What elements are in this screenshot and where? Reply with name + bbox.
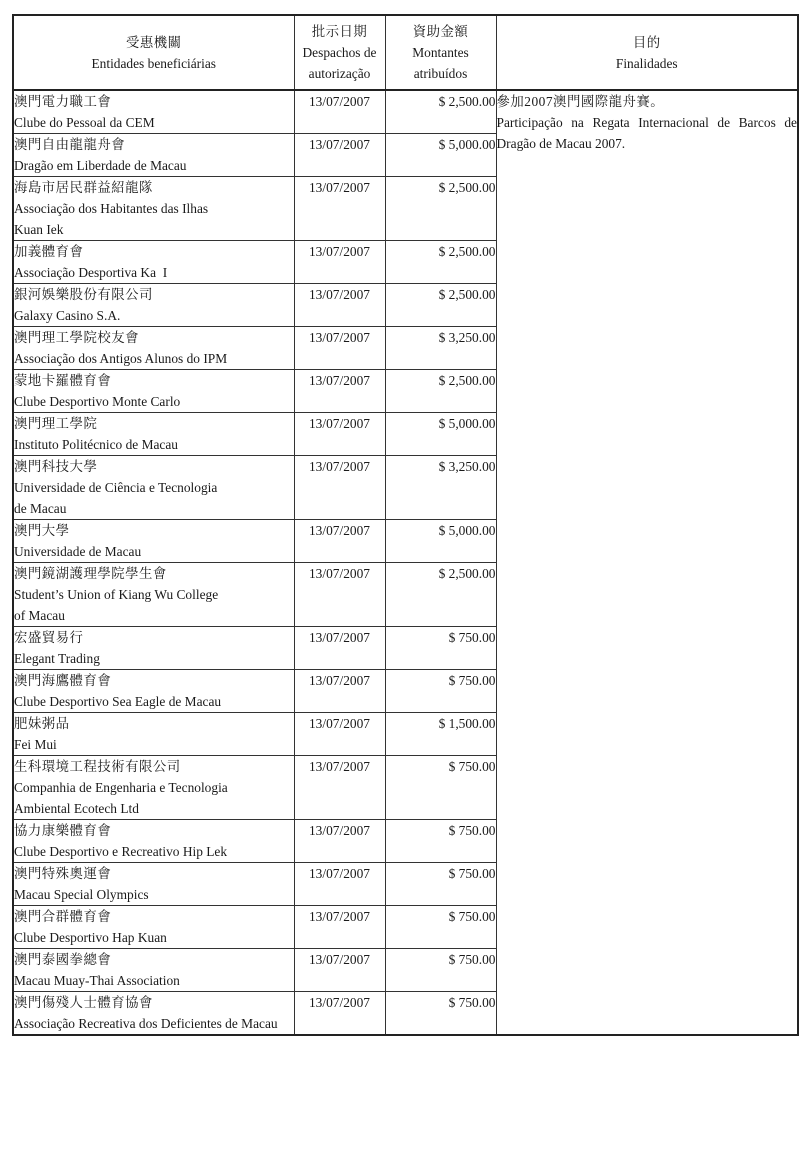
amount-cell: $ 750.00 [385, 627, 496, 670]
amount-cell: $ 2,500.00 [385, 241, 496, 284]
entity-cell [13, 563, 294, 627]
entity-name-pt: Galaxy Casino S.A. [14, 308, 121, 323]
entity-cell [13, 327, 294, 370]
date-cell: 13/07/2007 [294, 670, 385, 713]
entity-name-zh: 銀河娛樂股份有限公司 [14, 287, 153, 302]
header-entity-pt: Entidades beneficiárias [91, 55, 217, 71]
entity-name-pt: Associação dos Habitantes das Ilhas [14, 201, 209, 216]
grant-table [12, 14, 799, 1036]
date-cell: 13/07/2007 [294, 820, 385, 863]
entity-name-pt: Elegant Trading [14, 651, 100, 666]
entity-name-zh: 澳門科技大學 [14, 459, 98, 474]
header-purpose-zh: 目的 [632, 34, 661, 50]
entity-name-pt-line-2: de Macau [14, 501, 67, 516]
date-cell: 13/07/2007 [294, 949, 385, 992]
header-amount-pt-2: atribuídos [413, 66, 468, 81]
entity-cell [13, 949, 294, 992]
entity-name-zh: 澳門鏡湖護理學院學生會 [14, 566, 167, 581]
entity-name-zh: 加義體育會 [14, 244, 84, 259]
entity-cell [13, 370, 294, 413]
entity-name-pt-line-2: of Macau [14, 608, 65, 623]
date-cell: 13/07/2007 [294, 906, 385, 949]
entity-name-zh: 澳門合群體育會 [14, 909, 112, 924]
entity-cell [13, 863, 294, 906]
date-cell: 13/07/2007 [294, 241, 385, 284]
amount-cell: $ 2,500.00 [385, 90, 496, 134]
entity-name-pt: Universidade de Macau [14, 544, 142, 559]
entity-name-zh: 澳門理工學院校友會 [14, 330, 140, 345]
entity-name-zh: 澳門泰國拳總會 [14, 952, 112, 967]
header-date-pt-1: Despachos de [302, 45, 377, 60]
amount-cell: $ 750.00 [385, 820, 496, 863]
entity-cell [13, 90, 294, 134]
amount-cell: $ 3,250.00 [385, 327, 496, 370]
entity-name-pt-line-2: Kuan Iek [14, 222, 64, 237]
entity-name-pt: Companhia de Engenharia e Tecnologia [14, 780, 228, 795]
entity-name-zh: 海島市居民群益紹龍隊 [14, 180, 153, 195]
header-entity-zh: 受惠機關 [125, 34, 182, 50]
header-entity [13, 15, 294, 90]
entity-name-pt: Fei Mui [14, 737, 57, 752]
date-cell: 13/07/2007 [294, 90, 385, 134]
entity-name-zh: 澳門傷殘人士體育協會 [14, 995, 153, 1010]
amount-cell: $ 2,500.00 [385, 284, 496, 327]
date-cell: 13/07/2007 [294, 563, 385, 627]
purpose-zh: 參加2007澳門國際龍舟賽。 [496, 94, 665, 109]
entity-name-zh: 澳門電力職工會 [14, 94, 112, 109]
date-cell: 13/07/2007 [294, 520, 385, 563]
entity-name-zh: 澳門自由龍龍舟會 [14, 137, 126, 152]
entity-name-pt: Clube Desportivo e Recreativo Hip Lek [14, 844, 228, 859]
entity-name-pt: Macau Special Olympics [14, 887, 149, 902]
amount-cell: $ 750.00 [385, 992, 496, 1036]
header-amount-zh: 資助金額 [412, 24, 469, 39]
header-amount-pt-1: Montantes [412, 45, 469, 60]
date-cell: 13/07/2007 [294, 627, 385, 670]
entity-name-zh: 協力康樂體育會 [14, 823, 112, 838]
entity-name-pt: Student’s Union of Kiang Wu College [14, 587, 219, 602]
entity-cell [13, 456, 294, 520]
entity-cell [13, 756, 294, 820]
entity-cell [13, 241, 294, 284]
entity-name-pt: Associação Desportiva Ka I [14, 265, 168, 280]
entity-name-pt: Associação Recreativa dos Deficientes de Macau [14, 1016, 278, 1031]
date-cell: 13/07/2007 [294, 327, 385, 370]
amount-cell: $ 2,500.00 [385, 370, 496, 413]
header-date [294, 15, 385, 90]
entity-name-zh: 澳門理工學院 [14, 416, 98, 431]
entity-name-pt: Clube do Pessoal da CEM [14, 115, 155, 130]
entity-name-pt: Associação dos Antigos Alunos do IPM [14, 351, 228, 366]
entity-name-pt: Universidade de Ciência e Tecnologia [14, 480, 218, 495]
entity-name-zh: 澳門海鷹體育會 [14, 673, 112, 688]
amount-cell: $ 5,000.00 [385, 413, 496, 456]
purpose-cell [496, 90, 798, 1035]
entity-name-pt: Clube Desportivo Sea Eagle de Macau [14, 694, 222, 709]
date-cell: 13/07/2007 [294, 713, 385, 756]
entity-cell [13, 284, 294, 327]
entity-name-pt: Macau Muay-Thai Association [14, 973, 180, 988]
date-cell: 13/07/2007 [294, 756, 385, 820]
amount-cell: $ 750.00 [385, 756, 496, 820]
date-cell: 13/07/2007 [294, 456, 385, 520]
entity-cell [13, 627, 294, 670]
entity-name-zh: 蒙地卡羅體育會 [14, 373, 112, 388]
header-date-zh: 批示日期 [311, 24, 368, 39]
entity-name-pt: Clube Desportivo Hap Kuan [14, 930, 167, 945]
header-purpose-pt: Finalidades [615, 55, 678, 71]
entity-cell [13, 520, 294, 563]
entity-cell [13, 134, 294, 177]
date-cell: 13/07/2007 [294, 863, 385, 906]
amount-cell: $ 5,000.00 [385, 134, 496, 177]
amount-cell: $ 2,500.00 [385, 177, 496, 241]
entity-name-pt: Dragão em Liberdade de Macau [14, 158, 187, 173]
amount-cell: $ 750.00 [385, 906, 496, 949]
entity-cell [13, 906, 294, 949]
entity-name-zh: 宏盛貿易行 [14, 630, 84, 645]
entity-name-zh: 澳門特殊奧運會 [14, 866, 112, 881]
amount-cell: $ 5,000.00 [385, 520, 496, 563]
entity-name-zh: 肥妹粥品 [14, 716, 70, 731]
entity-cell [13, 413, 294, 456]
header-date-pt-2: autorização [308, 66, 371, 81]
table-row [13, 90, 798, 134]
entity-cell [13, 992, 294, 1036]
purpose-pt: Participação na Regata Internacional de Barcos de Dragão de Macau 2007. [496, 115, 797, 151]
amount-cell: $ 750.00 [385, 670, 496, 713]
entity-name-pt: Instituto Politécnico de Macau [14, 437, 178, 452]
entity-name-pt-line-2: Ambiental Ecotech Ltd [14, 801, 139, 816]
entity-cell [13, 177, 294, 241]
amount-cell: $ 750.00 [385, 863, 496, 906]
date-cell: 13/07/2007 [294, 370, 385, 413]
amount-cell: $ 750.00 [385, 949, 496, 992]
date-cell: 13/07/2007 [294, 284, 385, 327]
header-amount [385, 15, 496, 90]
entity-cell [13, 670, 294, 713]
entity-name-pt: Clube Desportivo Monte Carlo [14, 394, 181, 409]
amount-cell: $ 1,500.00 [385, 713, 496, 756]
entity-cell [13, 713, 294, 756]
entity-cell [13, 820, 294, 863]
date-cell: 13/07/2007 [294, 413, 385, 456]
amount-cell: $ 2,500.00 [385, 563, 496, 627]
table-header-row [13, 15, 798, 90]
header-purpose [496, 15, 798, 90]
entity-name-zh: 澳門大學 [14, 523, 70, 538]
date-cell: 13/07/2007 [294, 177, 385, 241]
date-cell: 13/07/2007 [294, 992, 385, 1036]
entity-name-zh: 生科環境工程技術有限公司 [14, 759, 181, 774]
amount-cell: $ 3,250.00 [385, 456, 496, 520]
date-cell: 13/07/2007 [294, 134, 385, 177]
